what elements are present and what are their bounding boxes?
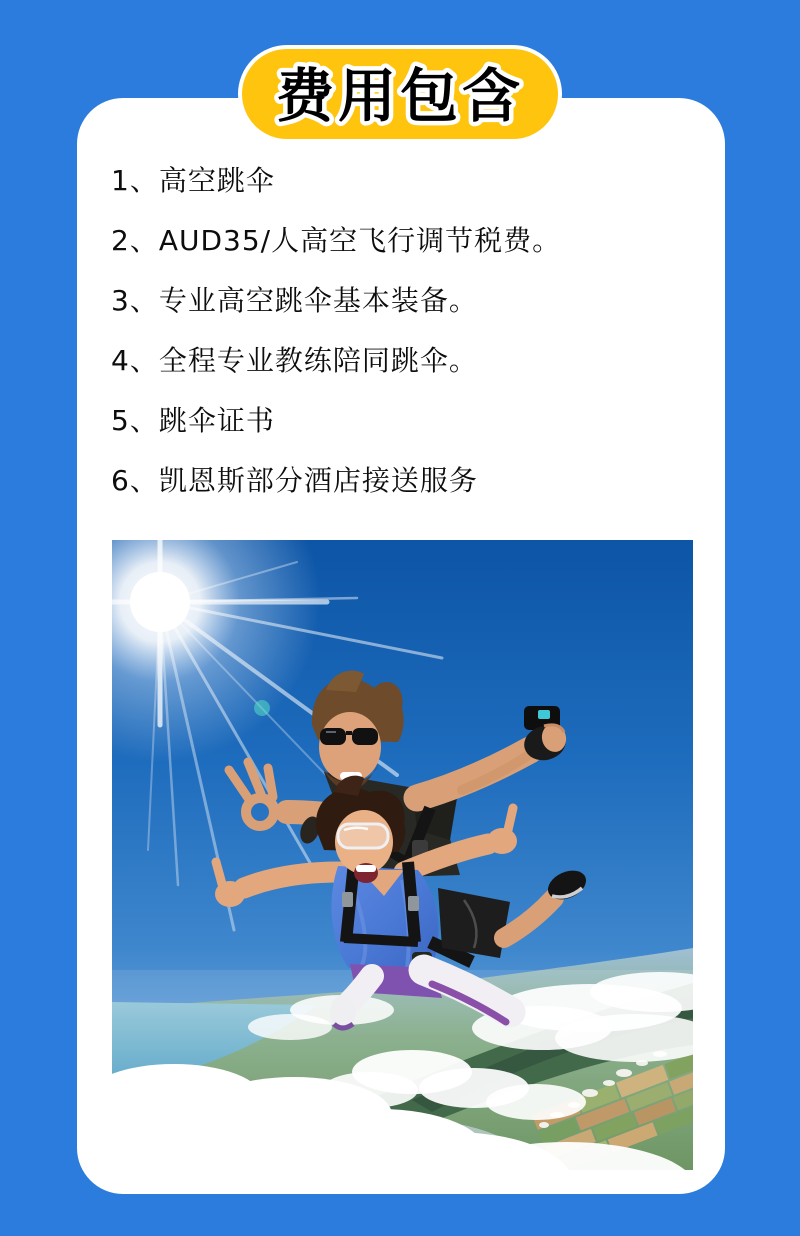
clouds — [112, 970, 693, 1170]
badge-title: 费用包含 — [275, 62, 525, 130]
fee-item-6: 6、凯恩斯部分酒店接送服务 — [111, 464, 478, 497]
badge-title-graphic — [242, 49, 558, 139]
fee-item-5: 5、跳伞证书 — [111, 404, 275, 437]
right-thumb — [508, 808, 513, 830]
left-thumb — [216, 862, 222, 884]
fee-item-4: 4、全程专业教练陪同跳伞。 — [111, 344, 478, 377]
goggles — [338, 824, 388, 848]
skydiving-photo — [112, 540, 693, 1170]
right-fist — [487, 828, 517, 854]
lens-flare-dot — [254, 700, 270, 716]
skydiving-photo-graphic — [112, 540, 693, 1170]
fee-item-3: 3、专业高空跳伞基本装备。 — [111, 284, 478, 317]
fee-item-1: 1、高空跳伞 — [111, 164, 275, 197]
fee-list — [111, 166, 671, 526]
fee-item-2: 2、AUD35/人高空飞行调节税费。 — [111, 224, 562, 257]
fees-included-badge — [238, 45, 562, 143]
